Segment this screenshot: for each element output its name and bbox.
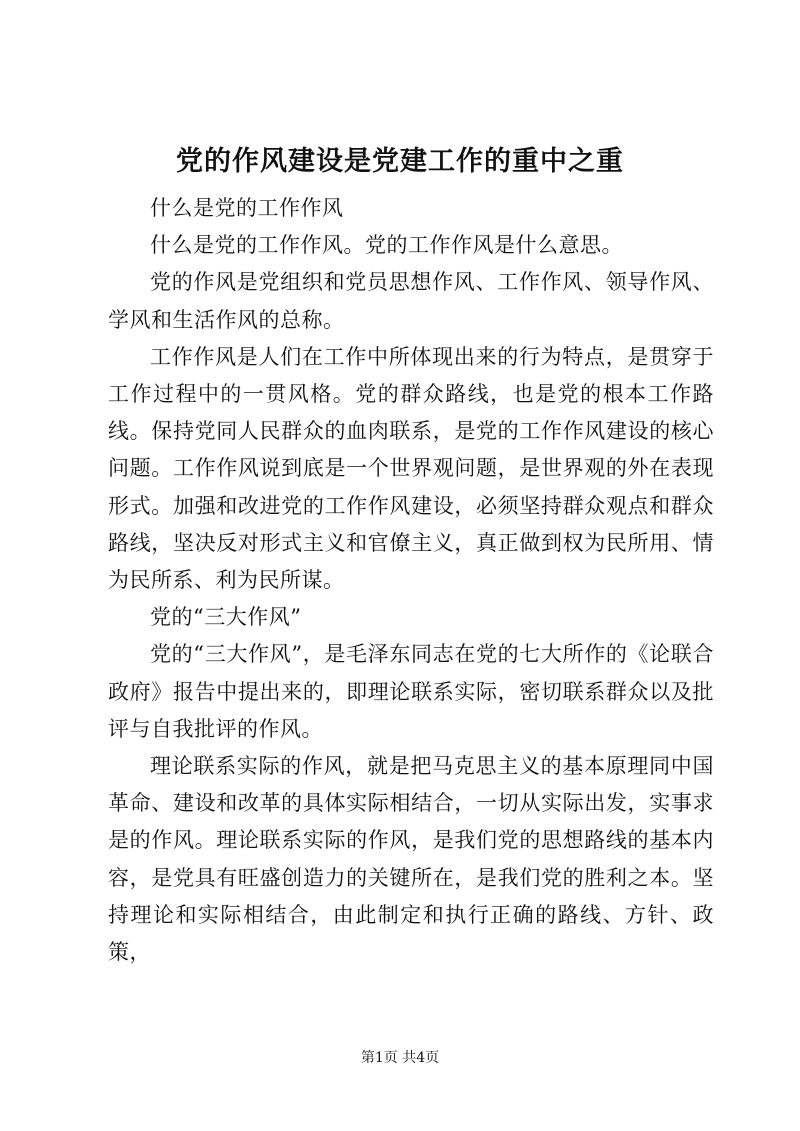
- document-body: [108, 190, 714, 971]
- paragraph: 工作作风是人们在工作中所体现出来的行为特点，是贯穿于工作过程中的一贯风格。党的群众路线，也是党的根本工作路线。保持党同人民群众的血肉联系，是党的工作作风建设的核心问题。工作作风说到底是一个世界观问题，是世界观的外在表现形式。加强和改进党的工作作风建设，必须坚持群众观点和群众路线，坚决反对形式主义和官僚主义，真正做到权为民所用、情为民所系、利为民所谋。: [108, 344, 714, 593]
- paragraph: 党的作风是党组织和党员思想作风、工作作风、领导作风、学风和生活作风的总称。: [108, 270, 714, 332]
- paragraph: 理论联系实际的作风，就是把马克思主义的基本原理同中国革命、建设和改革的具体实际相结合，一切从实际出发，实事求是的作风。理论联系实际的作风，是我们党的思想路线的基本内容，是党具有旺盛创造力的关键所在，是我们党的胜利之本。坚持理论和实际相结合，由此制定和执行正确的路线、方针、政策，: [108, 754, 714, 965]
- paragraph: 什么是党的工作作风。党的工作作风是什么意思。: [150, 233, 623, 258]
- document-title: 党的作风建设是党建工作的重中之重: [176, 146, 624, 177]
- paragraph: 党的“三大作风”，是毛泽东同志在党的七大所作的《论联合政府》报告中提出来的，即理论联系实际，密切联系群众以及批评与自我批评的作风。: [108, 642, 714, 741]
- page-number-footer: 第1页 共4页: [360, 1050, 440, 1066]
- paragraph: 党的“三大作风”: [150, 605, 302, 630]
- paragraph: 什么是党的工作作风: [150, 196, 344, 220]
